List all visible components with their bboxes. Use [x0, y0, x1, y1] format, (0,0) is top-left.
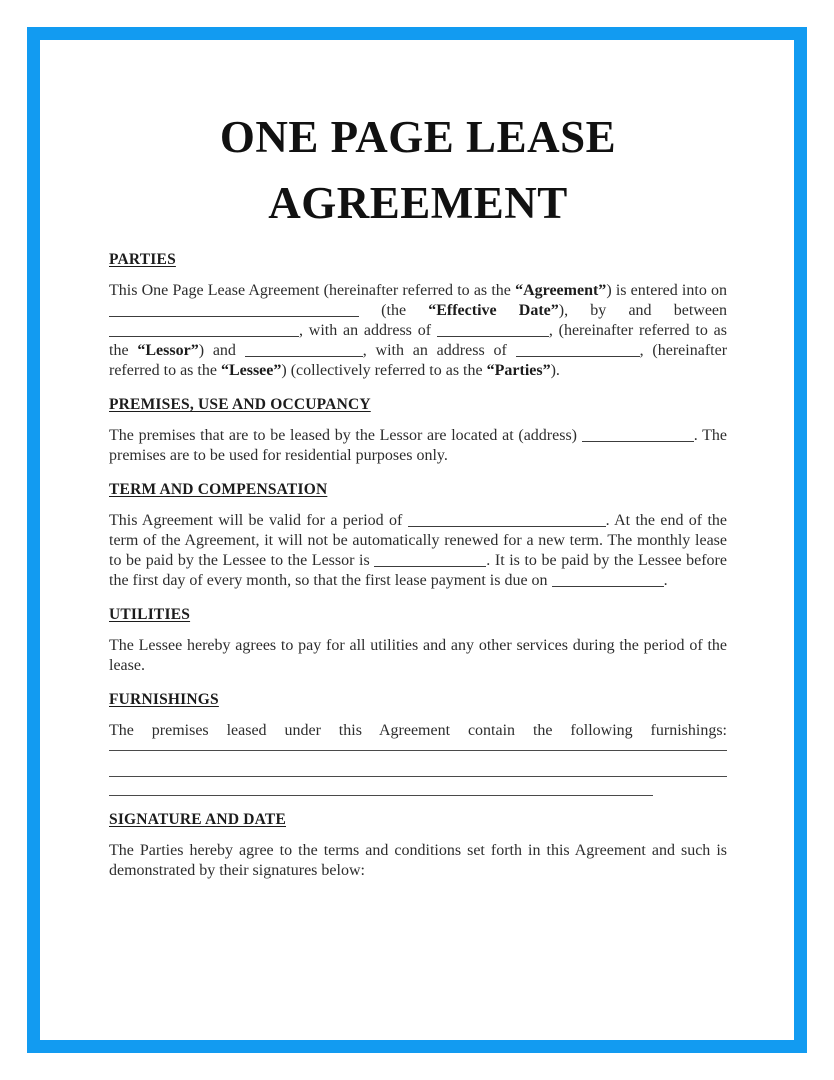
fill-in-blank	[245, 343, 363, 357]
heading-parties: PARTIES	[109, 251, 176, 268]
fill-in-blank	[109, 323, 299, 337]
heading-furnishings: FURNISHINGS	[109, 691, 219, 708]
paragraph-term: This Agreement will be valid for a period of . At the end of the term of the Agreement, it will not be automatically renewed for a new term. The monthly lease to be paid by the Lessee to the Lessor is . It is to be paid by the Lessee before the first day of every month, so that the first lease payment is due on .	[109, 512, 727, 589]
fill-in-blank	[109, 303, 359, 317]
blank-line	[109, 750, 727, 751]
paragraph-premises: The premises that are to be leased by the Lessor are located at (address) . The premises are to be used for residential purposes only.	[109, 427, 727, 464]
section-premises	[109, 395, 727, 466]
document-title	[109, 104, 727, 236]
fill-in-blank	[516, 343, 640, 357]
blank-line	[109, 776, 727, 777]
paragraph-parties: This One Page Lease Agreement (hereinafter referred to as the “Agreement”) is entered into on (the “Effective Date”), by and between , with an address of , (hereinafter referred to as the “Lessor”) and , with an address of , (hereinafter referred to as the “Lessee”) (collectively referred to as the “Parties”).	[109, 282, 728, 379]
fill-in-blank	[374, 553, 486, 567]
paragraph-signature: The Parties hereby agree to the terms and conditions set forth in this Agreement and such is demonstrated by their signatures below:	[109, 842, 727, 879]
heading-premises: PREMISES, USE AND OCCUPANCY	[109, 396, 371, 413]
paragraph-furnishings: The premises leased under this Agreement contain the following furnishings:	[109, 722, 727, 739]
paragraph-utilities: The Lessee hereby agrees to pay for all utilities and any other services during the period of the lease.	[109, 637, 727, 674]
bold-term: “Parties”	[486, 362, 551, 379]
bold-term: “Effective Date”	[428, 302, 559, 319]
section-term	[109, 480, 727, 591]
blank-line	[109, 795, 653, 796]
fill-in-blank	[408, 513, 606, 527]
page-border-frame	[27, 27, 807, 1053]
heading-term: TERM AND COMPENSATION	[109, 481, 328, 498]
title-line-2: AGREEMENT	[268, 178, 568, 228]
fill-in-blank	[552, 573, 664, 587]
fill-in-blank	[582, 428, 694, 442]
section-utilities	[109, 605, 727, 676]
title-line-1: ONE PAGE LEASE	[219, 112, 617, 162]
heading-utilities: UTILITIES	[109, 606, 191, 623]
bold-term: “Lessee”	[220, 362, 282, 379]
fill-in-blank	[437, 323, 549, 337]
heading-signature: SIGNATURE AND DATE	[109, 811, 286, 828]
section-parties	[109, 250, 727, 381]
section-furnishings	[109, 690, 727, 796]
bold-term: “Agreement”	[515, 282, 607, 299]
section-signature	[109, 810, 727, 881]
bold-term: “Lessor”	[137, 342, 199, 359]
